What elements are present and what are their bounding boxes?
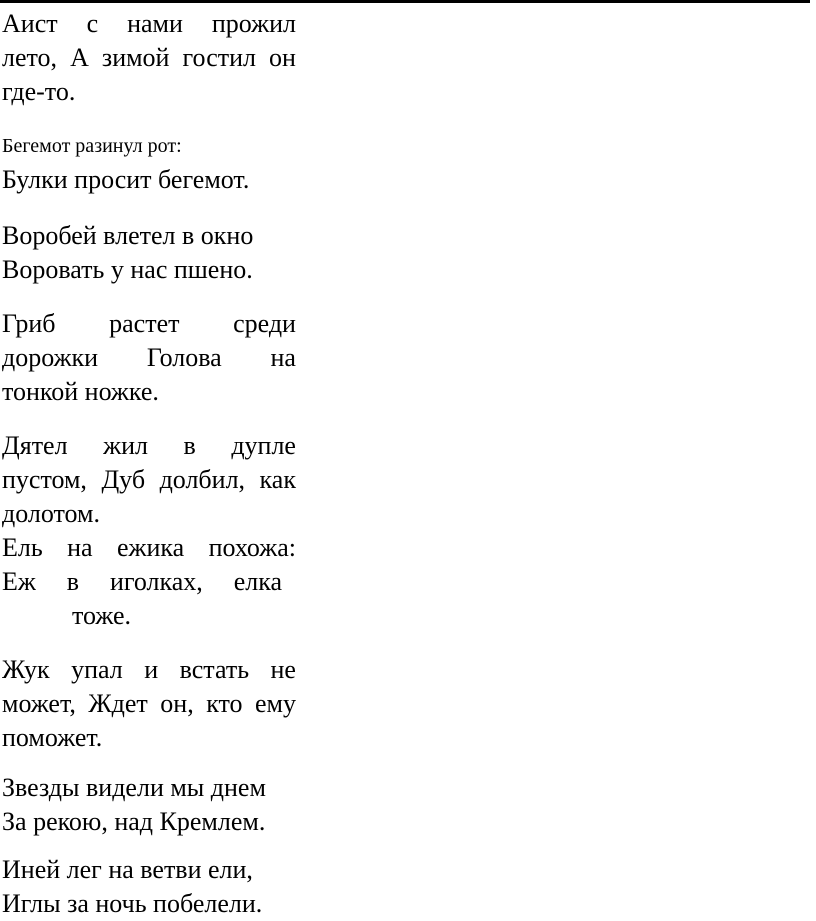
poem-word: Ель <box>2 533 43 562</box>
poem-word: может, <box>2 689 76 718</box>
poem-line <box>2 7 296 41</box>
poem-word: как <box>259 465 296 494</box>
poem-line <box>2 429 296 463</box>
poem-line: Булки просит бегемот. <box>2 165 250 194</box>
poem-word: лето, <box>2 43 58 72</box>
poem-line <box>2 341 296 375</box>
poem-word: жил <box>103 431 148 460</box>
stanza-iney <box>2 853 296 921</box>
top-rule <box>0 0 810 3</box>
stanza-dyatel <box>2 429 296 531</box>
poem-word: он <box>269 43 296 72</box>
poem-word: дупле <box>231 431 296 460</box>
poem-line: где-то. <box>2 77 76 106</box>
stanza-aist <box>2 7 296 109</box>
poem-word: Жук <box>2 655 50 684</box>
poem-line: поможет. <box>2 723 103 752</box>
poem-line <box>2 565 282 599</box>
poem-word: с <box>86 9 99 38</box>
poem-line <box>2 653 296 687</box>
poem-word: Голова <box>146 343 222 372</box>
poem-word: гостил <box>182 43 256 72</box>
poem-word: нами <box>127 9 183 38</box>
poem-line: тонкой ножке. <box>2 377 159 406</box>
poem-word: Ждет <box>88 689 148 718</box>
stanza-vorobey <box>2 219 296 287</box>
poem-word: кто <box>206 689 243 718</box>
poem-word: встать <box>179 655 250 684</box>
poem-word: не <box>270 655 296 684</box>
poem-line <box>2 531 296 565</box>
poem-line: Воробей влетел в окно <box>2 221 254 250</box>
poem-line: Иней лег на ветви ели, <box>2 855 253 884</box>
poem-word: пустом, <box>2 465 87 494</box>
poem-word: долбил, <box>159 465 246 494</box>
stanza-zvezdy <box>2 771 296 839</box>
poem-word: Аист <box>2 9 58 38</box>
poem-word: А <box>70 43 89 72</box>
poem-line <box>2 41 296 75</box>
poem-line: За рекою, над Кремлем. <box>2 807 266 836</box>
poem-word: Еж <box>2 567 36 596</box>
poem-line <box>2 463 296 497</box>
poem-word: Дуб <box>101 465 146 494</box>
poem-word: на <box>270 343 296 372</box>
poem-word: прожил <box>211 9 296 38</box>
poem-word: ежика <box>117 533 185 562</box>
poem-word: Дятел <box>2 431 68 460</box>
poem-line: тоже. <box>72 601 132 630</box>
poem-line: Звезды видели мы днем <box>2 773 266 802</box>
poem-line: Воровать у нас пшено. <box>2 255 253 284</box>
poem-line <box>2 307 296 341</box>
stanza-el <box>2 531 296 633</box>
poem-word: в <box>66 567 80 596</box>
poem-line: долотом. <box>2 499 100 528</box>
poem-word: зимой <box>101 43 170 72</box>
poem-word: дорожки <box>2 343 99 372</box>
poem-line: Бегемот разинул рот: <box>2 135 182 157</box>
poem-page <box>2 7 296 921</box>
stanza-begemot <box>2 133 296 197</box>
poem-word: Гриб <box>2 309 56 338</box>
poem-word: елка <box>233 567 282 596</box>
stanza-zhuk <box>2 653 296 755</box>
poem-word: в <box>183 431 196 460</box>
poem-word: иголках, <box>109 567 203 596</box>
poem-word: на <box>67 533 93 562</box>
poem-line <box>2 687 296 721</box>
poem-word: растет <box>109 309 180 338</box>
stanza-grib <box>2 307 296 409</box>
poem-word: он, <box>160 689 194 718</box>
poem-word: ему <box>254 689 296 718</box>
poem-word: и <box>144 655 159 684</box>
poem-word: упал <box>71 655 123 684</box>
poem-word: среди <box>233 309 296 338</box>
poem-word: похожа: <box>208 533 296 562</box>
poem-line: Иглы за ночь побелели. <box>2 889 263 918</box>
